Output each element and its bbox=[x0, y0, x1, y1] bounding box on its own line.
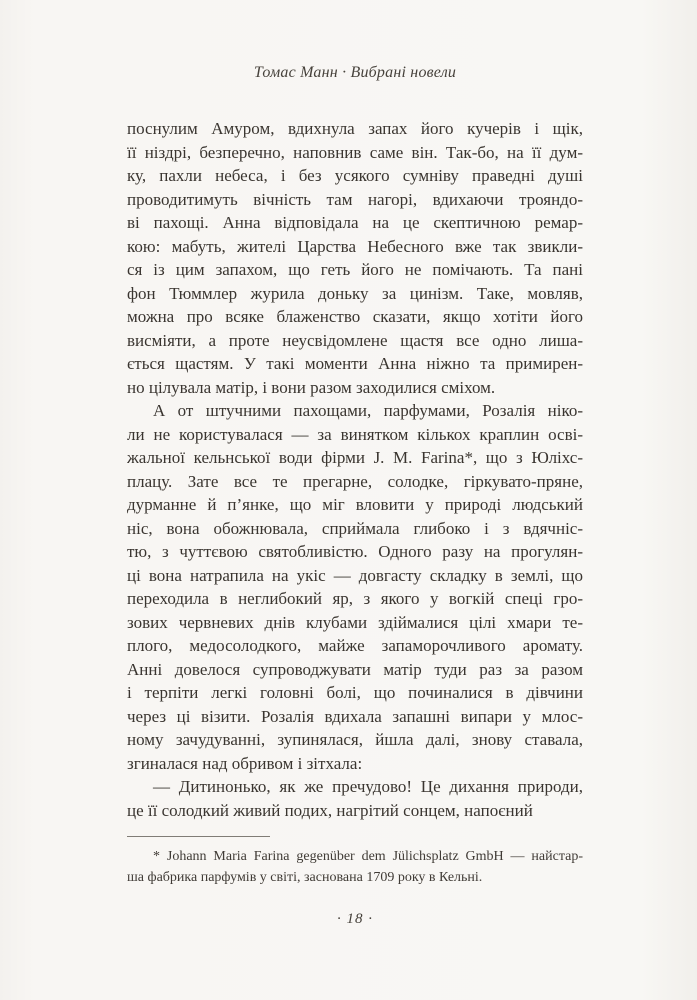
body-line: — Дитинонько, як же пречудово! Це дихання природи, bbox=[153, 777, 583, 796]
body-line: Анні довелося супроводжувати матір туди раз за разом bbox=[127, 659, 583, 679]
body-line: ку, пахли небеса, і без усякого сумніву праведні душі bbox=[127, 166, 583, 185]
body-line: переходила в неглибокий яр, з якого у вогкій спеці гро- bbox=[127, 589, 583, 608]
body-line: А от штучними пахощами, парфумами, Розалія ніко- bbox=[153, 401, 583, 420]
body-line: згиналася над обривом і зітхала: bbox=[127, 753, 363, 773]
body-text bbox=[127, 117, 583, 822]
body-line: через ці візити. Розалія вдихала запашні випари у млос- bbox=[127, 706, 583, 726]
footnote-line: * Johann Maria Farina gegenüber dem Jülichsplatz GmbH — найстар- bbox=[153, 849, 583, 864]
body-line: плого, медосолодкого, майже запаморочливого аромату. bbox=[127, 636, 583, 655]
body-line: ному зачудуванні, зупинялася, йшла далі, знову ставала, bbox=[127, 730, 583, 749]
body-line: поснулим Амуром, вдихнула запах його кучерів і щік, bbox=[127, 119, 583, 138]
body-line: кою: мабуть, жителі Царства Небесного вже так звикли- bbox=[127, 236, 583, 256]
footnote-separator bbox=[127, 836, 270, 837]
body-line: висміяти, а проте неусвідомлене щастя все одно лиша- bbox=[127, 330, 583, 350]
body-line: проводитимуть вічність там нагорі, вдихаючи трояндо- bbox=[127, 189, 583, 209]
body-line: ніс, вона обожнювала, сприймала глибоко і з вдячніс- bbox=[127, 518, 583, 538]
body-line: тю, з чуттєвою святобливістю. Одного разу на прогулян- bbox=[127, 542, 583, 561]
body-line: ві пахощі. Анна відповідала на це скептичною ремар- bbox=[127, 213, 583, 232]
body-line: це її солодкий живий подих, нагрітий сонцем, напоєний bbox=[127, 800, 533, 820]
body-line: можна про всяке блаженство сказати, якщо хотіти його bbox=[127, 307, 583, 326]
body-line: плацу. Зате все те прегарне, солодке, гіркувато-пряне, bbox=[127, 471, 583, 491]
body-line: ці вона натрапила на укіс — довгасту складку в землі, що bbox=[127, 565, 583, 585]
body-line: жальної кельнської води фірми J. M. Farina*, що з Юліхс- bbox=[127, 448, 583, 467]
body-line: но цілувала матір, і вони разом заходилися сміхом. bbox=[127, 377, 496, 397]
body-line: її ніздрі, безперечно, наповнив саме він. Так-бо, на її дум- bbox=[127, 142, 583, 162]
running-head: Томас Манн · Вибрані новели bbox=[253, 64, 457, 81]
body-line: ється щастям. У такі моменти Анна ніжно та примирен- bbox=[127, 354, 583, 373]
body-line: ся із цим запахом, що геть його не помічають. Та пані bbox=[127, 260, 583, 279]
body-line: зових червневих днів клубами здіймалися цілі хмари те- bbox=[127, 612, 583, 632]
body-line: і терпіти легкі головні болі, що починалися в дівчини bbox=[127, 683, 583, 702]
footnote bbox=[127, 847, 583, 888]
page-number: · 18 · bbox=[337, 911, 373, 927]
body-line: ли не користувалася — за винятком кількох краплин осві- bbox=[127, 424, 583, 444]
body-line: дурманне й п’янке, що міг вловити у природі людський bbox=[127, 495, 583, 514]
footnote-line: ша фабрика парфумів у світі, заснована 1709 року в Кельні. bbox=[127, 869, 483, 885]
body-line: фон Тюммлер журила доньку за цинізм. Таке, мовляв, bbox=[127, 283, 583, 303]
